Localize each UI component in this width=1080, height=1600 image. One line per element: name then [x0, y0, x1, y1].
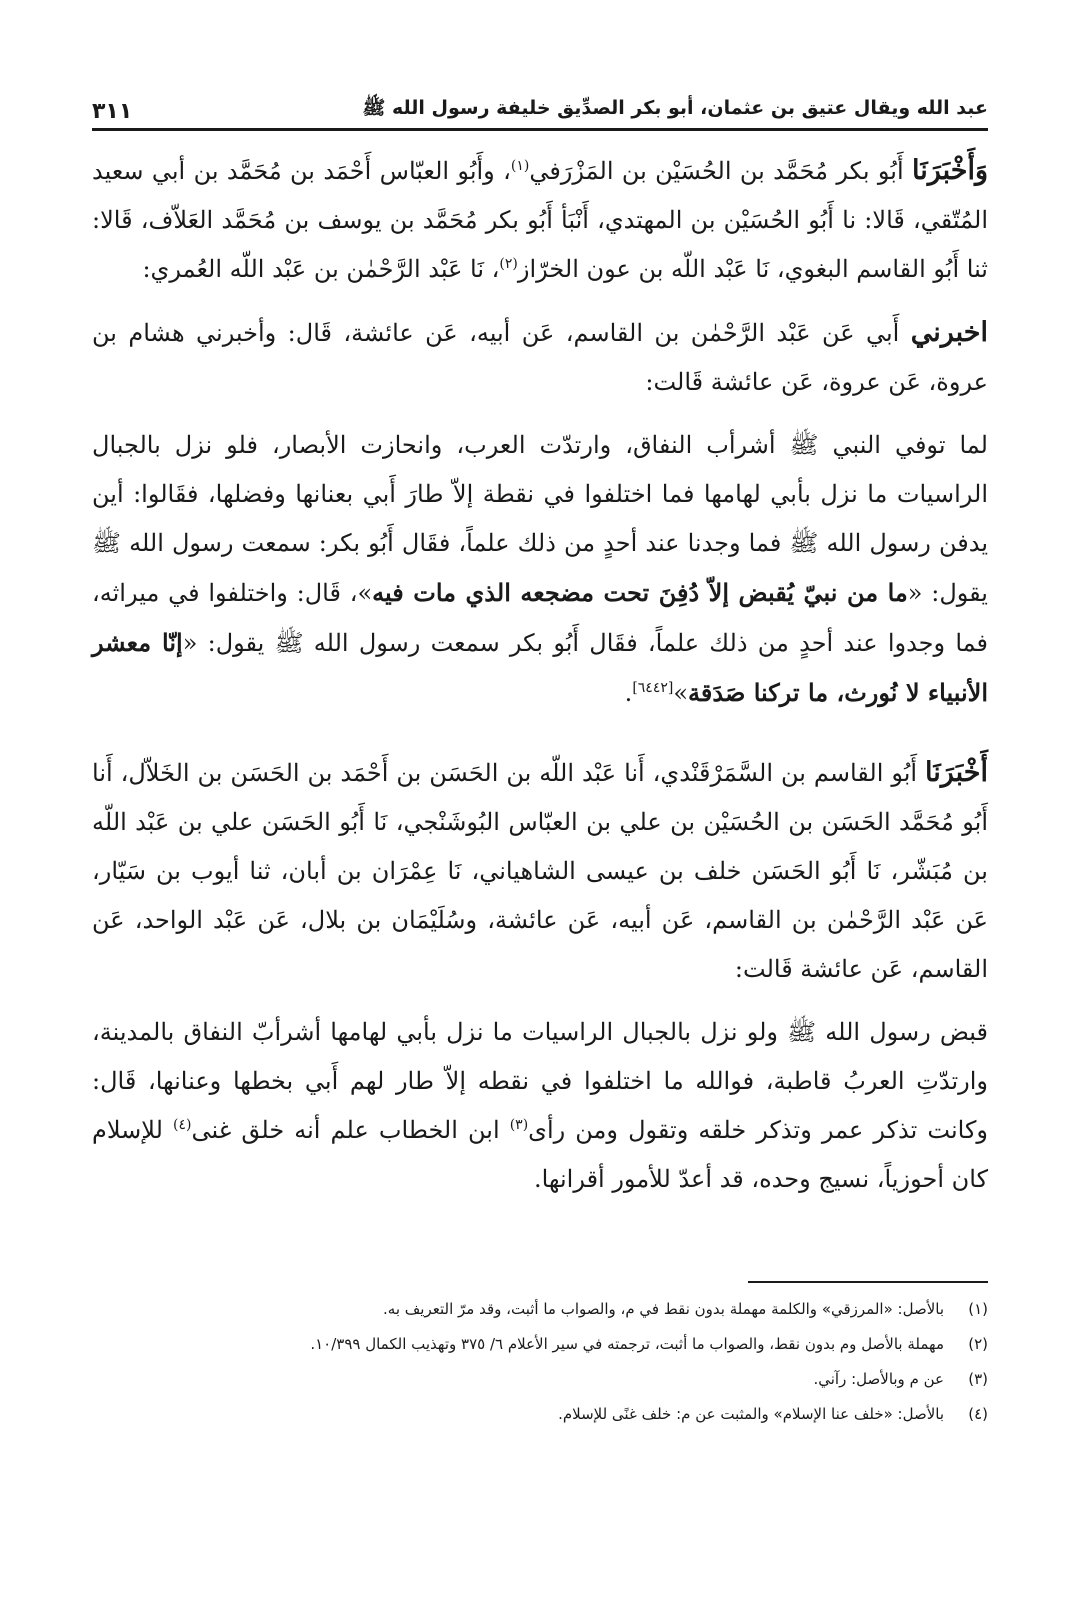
- text-segment: أَبي عَن عَبْد الرَّحْمٰن بن القاسم، عَن أبيه، عَن عائشة، قَال: وأخبرني هشام بن عروة، عَن عروة، عَن عائشة قَالت:: [92, 319, 988, 396]
- footnote-marker-1: (١): [510, 158, 530, 174]
- footnote-marker-4: (٤): [173, 1117, 192, 1133]
- text-segment: أَبُو القاسم بن السَّمَرْقَنْدي، أَنا عَبْد اللّه بن الحَسَن بن أَحْمَد بن الحَسَن بن الخَلاّل، أَنا أَبُو مُحَمَّد الحَسَن بن الحُسَيْن بن علي بن العبّاس البُوشَنْجي، نَا أَبُو الحَسَن علي بن عَبْد اللّه بن مُبَشّر، نَا أَبُو الحَسَن خلف بن عيسى الشاهياني، نَا عِمْرَان بن أبان، ثنا أيوب بن سَيّار، عَن عَبْد الرَّحْمٰن بن القاسم، عَن أبيه، عَن عائشة، وسُلَيْمَان بن بلال، عَن عَبْد الواحد، عَن القاسم، عَن عائشة قَالت:: [92, 759, 988, 983]
- footnote-number: (٣): [968, 1370, 988, 1388]
- text-segment: لما توفي النبي ﷺ أشرأب النفاق، وارتدّت العرب، وانحازت الأبصار، فلو نزل بالجبال الراسيات ما نزل بأبي لهامها فما اختلفوا في نقطة إلاّ طارَ أَبي بعنانها وفضلها، فقَالوا: أين يدفن رسول الله ﷺ فما وجدنا عند أحدٍ من ذلك علماً، فقَال أَبُو بكر: سمعت رسول الله ﷺ يقول: «: [92, 431, 989, 607]
- isnad-paragraph-2: [92, 308, 988, 407]
- footnote-text: بالأصل: «خلف عنا الإسلام» والمثبت عن م: خلف غنًى للإسلام.: [558, 1405, 944, 1423]
- footnote-divider: [748, 1281, 988, 1283]
- isnad-paragraph-3: [92, 748, 988, 994]
- footnote-item: [92, 1366, 988, 1393]
- footnote-item: [92, 1331, 988, 1358]
- reference-number: [٦٤٤٢]: [632, 680, 674, 696]
- text-segment: ابن الخطاب علم أنه خلق غنى: [191, 1116, 510, 1144]
- footnote-item: [92, 1401, 988, 1428]
- footnote-item: [92, 1296, 988, 1323]
- text-segment: أَبُو بكر مُحَمَّد بن الحُسَيْن بن المَزْرَفي: [529, 157, 912, 185]
- text-segment: ، وأَبُو العبّاس أَحْمَد بن مُحَمَّد بن أبي سعيد المُتّقي، قَالا: نا أَبُو الحُسَيْن بن المهتدي، أَنْبَأ أَبُو بكر مُحَمَّد بن يوسف بن مُحَمَّد العَلاّف، قَالا: ثنا أَبُو القاسم البغوي، نَا عَبْد اللّه بن عون الخرّاز: [92, 157, 988, 283]
- text-segment: للإسلام كان أحوزياً، نسيج وحده، قد أعدّ للأمور أقرانها.: [92, 1116, 988, 1193]
- text-segment: ، نَا عَبْد الرَّحْمٰن بن عَبْد اللّه العُمري:: [142, 255, 500, 283]
- footnote-text: بالأصل: «المرزقي» والكلمة مهملة بدون نقط في م، والصواب ما أثبت، وقد مرّ التعريف به.: [383, 1300, 944, 1318]
- text-segment: .: [624, 679, 633, 707]
- page-number: ٣١١: [92, 99, 133, 124]
- isnad-paragraph-1: [92, 146, 988, 294]
- footnote-number: (١): [968, 1300, 988, 1318]
- text-segment: »، قَال: واختلفوا في ميراثه، فما وجدوا عند أحدٍ من ذلك علماً، فقَال أَبُو بكر سمعت رسول الله ﷺ يقول: «: [92, 579, 988, 657]
- narration-paragraph-1: [92, 421, 988, 718]
- running-header: [92, 80, 988, 131]
- lead-word: وَأَخْبَرَنَا: [911, 155, 988, 186]
- footnote-number: (٤): [968, 1405, 988, 1423]
- narration-paragraph-2: [92, 1008, 988, 1204]
- hadith-quote-2: إنّا معشر الأنبياء لا نُورث، ما تركنا صَدَقة: [92, 628, 988, 707]
- text-segment: »: [673, 679, 689, 707]
- text-segment: قبض رسول الله ﷺ ولو نزل بالجبال الراسيات ما نزل بأبي لهامها أشرأبّ النفاق بالمدينة، وارتدّتِ العربُ قاطبة، فوالله ما اختلفوا في نقطه إلاّ طار لهم أَبي بخطها وعنانها، قَال: وكانت تذكر عمر وتذكر خلقه وتقول ومن رأى: [92, 1018, 988, 1144]
- footnote-text: عن م وبالأصل: رآني.: [813, 1370, 944, 1388]
- lead-word: اخبرني: [910, 317, 988, 348]
- footnote-marker-3: (٣): [509, 1117, 529, 1133]
- hadith-quote-1: ما من نبيّ يُقبض إلاّ دُفِنَ تحت مضجعه الذي مات فيه: [372, 578, 908, 607]
- footnote-marker-2: (٢): [499, 256, 518, 272]
- footnotes: [92, 1296, 988, 1436]
- lead-word: أَخْبَرَنَا: [925, 757, 988, 788]
- footnote-text: مهملة بالأصل وم بدون نقط، والصواب ما أثبت، ترجمته في سير الأعلام ٦/ ٣٧٥ وتهذيب الكمال ١٠/٣٩٩.: [310, 1335, 944, 1353]
- footnote-number: (٢): [968, 1335, 988, 1353]
- running-title: عبد الله ويقال عتيق بن عثمان، أبو بكر الصدِّيق خليفة رسول الله ﷺ: [362, 97, 988, 119]
- main-text: [92, 146, 988, 1204]
